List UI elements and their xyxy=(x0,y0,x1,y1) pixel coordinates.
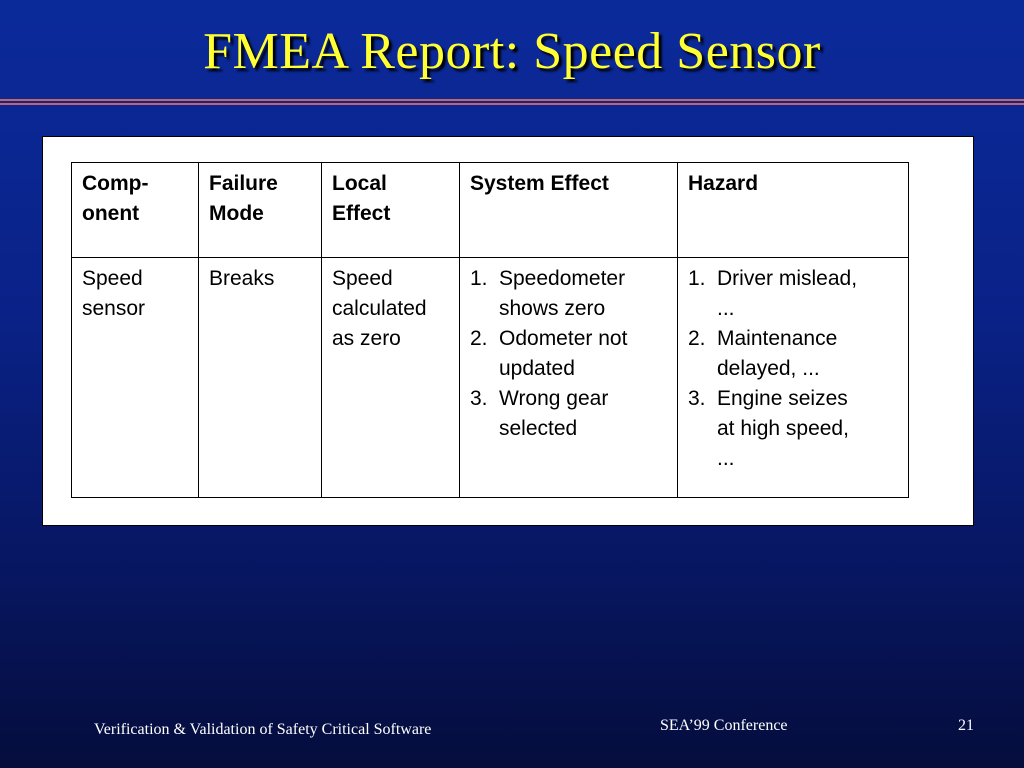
cell-failure-mode: Breaks xyxy=(199,258,322,498)
list-item xyxy=(470,384,669,444)
list-item xyxy=(688,384,900,474)
fmea-table xyxy=(71,162,909,498)
list-text: Engine seizes at high speed, ... xyxy=(717,387,849,470)
table-header-row xyxy=(72,163,909,258)
list-number: 2. xyxy=(470,327,488,350)
header-component: Comp- onent xyxy=(72,163,199,258)
list-number: 1. xyxy=(688,267,706,290)
table-row xyxy=(72,258,909,498)
cell-local-effect: Speed calculated as zero xyxy=(322,258,460,498)
list-number: 3. xyxy=(688,387,706,410)
slide-title: FMEA Report: Speed Sensor xyxy=(203,23,821,80)
list-number: 2. xyxy=(688,327,706,350)
slide-number: 21 xyxy=(958,717,974,734)
footer-conference: SEA’99 Conference xyxy=(660,717,788,734)
list-text: Maintenance delayed, ... xyxy=(717,327,838,380)
list-text: Wrong gear selected xyxy=(499,387,609,440)
table-panel xyxy=(42,136,974,526)
hazard-list xyxy=(688,264,900,474)
cell-hazard xyxy=(678,258,909,498)
list-text: Odometer not updated xyxy=(499,327,628,380)
list-text: Driver mislead, ... xyxy=(717,267,858,320)
title-divider-bottom xyxy=(0,103,1024,105)
list-item xyxy=(688,264,900,324)
cell-system-effect xyxy=(460,258,678,498)
header-local-effect: Local Effect xyxy=(322,163,460,258)
system-effect-list xyxy=(470,264,669,444)
list-item xyxy=(470,264,669,324)
list-item xyxy=(470,324,669,384)
footer-course-title: Verification & Validation of Safety Critical Software xyxy=(94,721,432,738)
list-number: 1. xyxy=(470,267,488,290)
header-hazard: Hazard xyxy=(678,163,909,258)
list-item xyxy=(688,324,900,384)
list-number: 3. xyxy=(470,387,488,410)
cell-component: Speed sensor xyxy=(72,258,199,498)
list-text: Speedometer shows zero xyxy=(499,267,626,320)
header-failure-mode: Failure Mode xyxy=(199,163,322,258)
header-system-effect: System Effect xyxy=(460,163,678,258)
title-divider-top xyxy=(0,99,1024,101)
